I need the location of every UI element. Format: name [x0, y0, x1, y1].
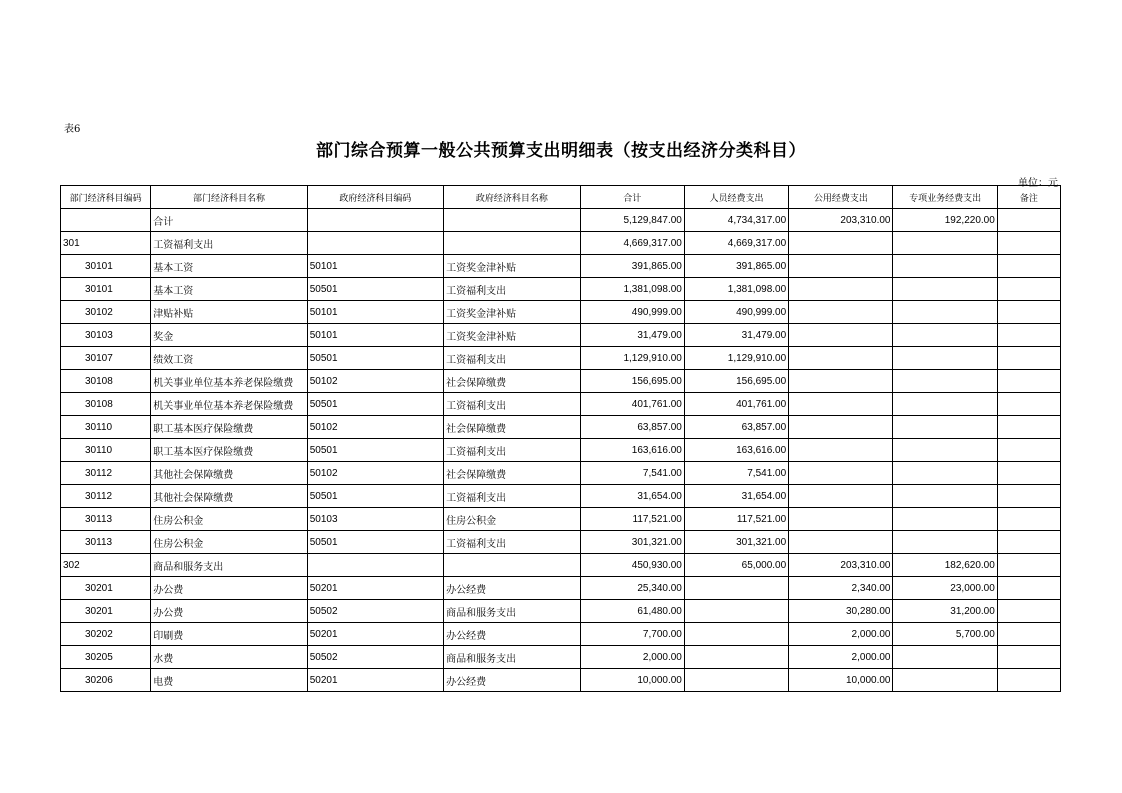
- col-header-total: 合计: [580, 186, 684, 209]
- cell-total: 163,616.00: [580, 439, 684, 462]
- cell-dept-name: 水费: [151, 646, 307, 669]
- page-title: 部门综合预算一般公共预算支出明细表（按支出经济分类科目）: [316, 141, 806, 161]
- cell-dept-code: 30202: [61, 623, 151, 646]
- cell-remark: [997, 646, 1060, 669]
- cell-personnel: 7,541.00: [684, 462, 788, 485]
- cell-dept-code: 301: [61, 232, 151, 255]
- cell-remark: [997, 623, 1060, 646]
- cell-special: 192,220.00: [893, 209, 997, 232]
- cell-total: 1,129,910.00: [580, 347, 684, 370]
- cell-dept-code: [61, 209, 151, 232]
- cell-special: [893, 232, 997, 255]
- cell-remark: [997, 370, 1060, 393]
- cell-total: 117,521.00: [580, 508, 684, 531]
- cell-public: 30,280.00: [789, 600, 893, 623]
- cell-dept-name: 奖金: [151, 324, 307, 347]
- cell-dept-name: 职工基本医疗保险缴费: [151, 439, 307, 462]
- table-row: [61, 485, 1061, 508]
- cell-gov-code: 50502: [307, 646, 443, 669]
- cell-gov-name: 商品和服务支出: [444, 646, 580, 669]
- cell-remark: [997, 393, 1060, 416]
- col-header-gov-name: 政府经济科目名称: [444, 186, 580, 209]
- cell-public: [789, 393, 893, 416]
- cell-dept-code: 30103: [61, 324, 151, 347]
- cell-gov-code: [307, 232, 443, 255]
- cell-special: [893, 393, 997, 416]
- cell-total: 61,480.00: [580, 600, 684, 623]
- cell-public: 2,000.00: [789, 623, 893, 646]
- table-row: [61, 462, 1061, 485]
- cell-public: [789, 278, 893, 301]
- cell-total: 156,695.00: [580, 370, 684, 393]
- cell-dept-name: 工资福利支出: [151, 232, 307, 255]
- cell-personnel: 301,321.00: [684, 531, 788, 554]
- col-header-dept-code: 部门经济科目编码: [61, 186, 151, 209]
- cell-gov-code: 50102: [307, 462, 443, 485]
- cell-gov-code: 50502: [307, 600, 443, 623]
- cell-remark: [997, 531, 1060, 554]
- cell-total: 25,340.00: [580, 577, 684, 600]
- cell-total: 4,669,317.00: [580, 232, 684, 255]
- cell-personnel: [684, 623, 788, 646]
- cell-gov-code: 50501: [307, 485, 443, 508]
- cell-total: 7,541.00: [580, 462, 684, 485]
- cell-remark: [997, 439, 1060, 462]
- cell-public: [789, 485, 893, 508]
- cell-personnel: [684, 646, 788, 669]
- cell-remark: [997, 669, 1060, 692]
- col-header-special: 专项业务经费支出: [893, 186, 997, 209]
- cell-personnel: 31,654.00: [684, 485, 788, 508]
- cell-public: [789, 370, 893, 393]
- cell-total: 301,321.00: [580, 531, 684, 554]
- cell-gov-code: [307, 209, 443, 232]
- cell-gov-name: 办公经费: [444, 669, 580, 692]
- table-row: [61, 324, 1061, 347]
- cell-special: [893, 416, 997, 439]
- cell-dept-name: 办公费: [151, 600, 307, 623]
- cell-gov-code: 50102: [307, 370, 443, 393]
- cell-gov-code: 50102: [307, 416, 443, 439]
- cell-gov-name: 工资福利支出: [444, 531, 580, 554]
- cell-personnel: 156,695.00: [684, 370, 788, 393]
- expenditure-table: [60, 185, 1061, 692]
- cell-remark: [997, 209, 1060, 232]
- col-header-gov-code: 政府经济科目编码: [307, 186, 443, 209]
- col-header-personnel: 人员经费支出: [684, 186, 788, 209]
- cell-special: [893, 508, 997, 531]
- cell-gov-name: 工资福利支出: [444, 278, 580, 301]
- cell-dept-name: 电费: [151, 669, 307, 692]
- cell-dept-name: 印刷费: [151, 623, 307, 646]
- cell-dept-code: 30101: [61, 278, 151, 301]
- cell-gov-code: 50501: [307, 439, 443, 462]
- table-row: [61, 531, 1061, 554]
- cell-public: [789, 531, 893, 554]
- unit-label: 单位：元: [1018, 178, 1058, 189]
- cell-special: 31,200.00: [893, 600, 997, 623]
- cell-gov-code: [307, 554, 443, 577]
- cell-total: 401,761.00: [580, 393, 684, 416]
- table-row: [61, 577, 1061, 600]
- cell-remark: [997, 416, 1060, 439]
- cell-special: [893, 347, 997, 370]
- cell-dept-name: 办公费: [151, 577, 307, 600]
- cell-gov-name: 工资福利支出: [444, 485, 580, 508]
- cell-public: [789, 508, 893, 531]
- cell-public: [789, 439, 893, 462]
- cell-gov-name: 社会保障缴费: [444, 416, 580, 439]
- cell-total: 450,930.00: [580, 554, 684, 577]
- cell-gov-name: [444, 232, 580, 255]
- cell-public: [789, 232, 893, 255]
- cell-dept-code: 30110: [61, 439, 151, 462]
- table-row: [61, 209, 1061, 232]
- cell-public: [789, 416, 893, 439]
- cell-personnel: 1,381,098.00: [684, 278, 788, 301]
- cell-remark: [997, 232, 1060, 255]
- cell-dept-name: 绩效工资: [151, 347, 307, 370]
- cell-personnel: [684, 577, 788, 600]
- cell-dept-code: 302: [61, 554, 151, 577]
- cell-dept-code: 30101: [61, 255, 151, 278]
- cell-dept-code: 30102: [61, 301, 151, 324]
- cell-gov-name: 社会保障缴费: [444, 370, 580, 393]
- cell-dept-name: 机关事业单位基本养老保险缴费: [151, 370, 307, 393]
- cell-public: 10,000.00: [789, 669, 893, 692]
- table-row: [61, 232, 1061, 255]
- cell-special: [893, 669, 997, 692]
- cell-public: [789, 347, 893, 370]
- cell-dept-code: 30108: [61, 393, 151, 416]
- cell-remark: [997, 554, 1060, 577]
- cell-remark: [997, 485, 1060, 508]
- cell-public: 203,310.00: [789, 209, 893, 232]
- cell-total: 5,129,847.00: [580, 209, 684, 232]
- cell-total: 63,857.00: [580, 416, 684, 439]
- cell-public: 203,310.00: [789, 554, 893, 577]
- cell-gov-name: [444, 209, 580, 232]
- table-row: [61, 370, 1061, 393]
- cell-special: [893, 370, 997, 393]
- cell-dept-name: 职工基本医疗保险缴费: [151, 416, 307, 439]
- cell-dept-name: 基本工资: [151, 255, 307, 278]
- col-header-public: 公用经费支出: [789, 186, 893, 209]
- cell-dept-name: 基本工资: [151, 278, 307, 301]
- table-row: [61, 393, 1061, 416]
- cell-special: [893, 531, 997, 554]
- cell-gov-name: 工资福利支出: [444, 347, 580, 370]
- cell-public: 2,340.00: [789, 577, 893, 600]
- cell-special: [893, 255, 997, 278]
- cell-dept-name: 商品和服务支出: [151, 554, 307, 577]
- cell-dept-name: 机关事业单位基本养老保险缴费: [151, 393, 307, 416]
- cell-remark: [997, 600, 1060, 623]
- table-row: [61, 669, 1061, 692]
- cell-personnel: 4,734,317.00: [684, 209, 788, 232]
- cell-dept-code: 30201: [61, 600, 151, 623]
- cell-special: [893, 439, 997, 462]
- cell-remark: [997, 347, 1060, 370]
- cell-gov-code: 50201: [307, 669, 443, 692]
- cell-gov-name: 办公经费: [444, 623, 580, 646]
- cell-remark: [997, 301, 1060, 324]
- table-row: [61, 600, 1061, 623]
- cell-total: 7,700.00: [580, 623, 684, 646]
- cell-special: [893, 278, 997, 301]
- cell-dept-code: 30110: [61, 416, 151, 439]
- cell-personnel: 65,000.00: [684, 554, 788, 577]
- cell-gov-name: 工资福利支出: [444, 439, 580, 462]
- cell-gov-name: 工资奖金津补贴: [444, 255, 580, 278]
- cell-public: [789, 255, 893, 278]
- table-row: [61, 646, 1061, 669]
- cell-total: 10,000.00: [580, 669, 684, 692]
- cell-gov-name: 工资奖金津补贴: [444, 324, 580, 347]
- cell-public: [789, 324, 893, 347]
- col-header-remark: 备注: [997, 186, 1060, 209]
- cell-dept-code: 30107: [61, 347, 151, 370]
- table-row: [61, 301, 1061, 324]
- cell-remark: [997, 462, 1060, 485]
- cell-dept-code: 30112: [61, 462, 151, 485]
- cell-total: 31,479.00: [580, 324, 684, 347]
- table-row: [61, 347, 1061, 370]
- table-row: [61, 416, 1061, 439]
- table-row: [61, 278, 1061, 301]
- cell-public: 2,000.00: [789, 646, 893, 669]
- cell-personnel: 490,999.00: [684, 301, 788, 324]
- cell-gov-code: 50501: [307, 393, 443, 416]
- cell-personnel: 4,669,317.00: [684, 232, 788, 255]
- cell-dept-code: 30205: [61, 646, 151, 669]
- cell-gov-code: 50501: [307, 278, 443, 301]
- cell-special: 5,700.00: [893, 623, 997, 646]
- cell-dept-name: 住房公积金: [151, 508, 307, 531]
- cell-personnel: 401,761.00: [684, 393, 788, 416]
- table-row: [61, 554, 1061, 577]
- cell-dept-code: 30201: [61, 577, 151, 600]
- cell-personnel: 1,129,910.00: [684, 347, 788, 370]
- cell-gov-code: 50101: [307, 324, 443, 347]
- cell-special: [893, 485, 997, 508]
- cell-gov-code: 50501: [307, 531, 443, 554]
- cell-special: 182,620.00: [893, 554, 997, 577]
- cell-personnel: [684, 669, 788, 692]
- cell-dept-code: 30108: [61, 370, 151, 393]
- cell-remark: [997, 324, 1060, 347]
- cell-special: [893, 301, 997, 324]
- cell-gov-name: 社会保障缴费: [444, 462, 580, 485]
- cell-personnel: 63,857.00: [684, 416, 788, 439]
- cell-dept-code: 30206: [61, 669, 151, 692]
- cell-dept-name: 其他社会保障缴费: [151, 462, 307, 485]
- table-body: [61, 209, 1061, 692]
- cell-gov-name: 商品和服务支出: [444, 600, 580, 623]
- cell-dept-name: 津贴补贴: [151, 301, 307, 324]
- cell-gov-name: 工资奖金津补贴: [444, 301, 580, 324]
- cell-personnel: 31,479.00: [684, 324, 788, 347]
- cell-gov-code: 50201: [307, 577, 443, 600]
- cell-personnel: 117,521.00: [684, 508, 788, 531]
- cell-gov-code: 50501: [307, 347, 443, 370]
- cell-dept-code: 30113: [61, 531, 151, 554]
- cell-personnel: [684, 600, 788, 623]
- cell-special: [893, 324, 997, 347]
- cell-gov-code: 50101: [307, 255, 443, 278]
- table-row: [61, 623, 1061, 646]
- cell-personnel: 163,616.00: [684, 439, 788, 462]
- cell-dept-code: 30113: [61, 508, 151, 531]
- col-header-dept-name: 部门经济科目名称: [151, 186, 307, 209]
- cell-gov-name: 住房公积金: [444, 508, 580, 531]
- cell-public: [789, 301, 893, 324]
- cell-remark: [997, 508, 1060, 531]
- table-row: [61, 439, 1061, 462]
- cell-special: 23,000.00: [893, 577, 997, 600]
- cell-gov-code: 50101: [307, 301, 443, 324]
- cell-remark: [997, 278, 1060, 301]
- cell-total: 490,999.00: [580, 301, 684, 324]
- cell-total: 391,865.00: [580, 255, 684, 278]
- cell-total: 1,381,098.00: [580, 278, 684, 301]
- cell-dept-name: 住房公积金: [151, 531, 307, 554]
- cell-dept-name: 合计: [151, 209, 307, 232]
- table-row: [61, 508, 1061, 531]
- cell-gov-name: 办公经费: [444, 577, 580, 600]
- cell-gov-name: 工资福利支出: [444, 393, 580, 416]
- cell-personnel: 391,865.00: [684, 255, 788, 278]
- cell-remark: [997, 255, 1060, 278]
- cell-dept-code: 30112: [61, 485, 151, 508]
- cell-special: [893, 462, 997, 485]
- cell-gov-code: 50103: [307, 508, 443, 531]
- cell-dept-name: 其他社会保障缴费: [151, 485, 307, 508]
- cell-total: 31,654.00: [580, 485, 684, 508]
- table-header-row: [61, 186, 1061, 209]
- cell-gov-name: [444, 554, 580, 577]
- cell-remark: [997, 577, 1060, 600]
- cell-gov-code: 50201: [307, 623, 443, 646]
- cell-total: 2,000.00: [580, 646, 684, 669]
- table-number: 表6: [64, 124, 81, 135]
- table-row: [61, 255, 1061, 278]
- cell-public: [789, 462, 893, 485]
- cell-special: [893, 646, 997, 669]
